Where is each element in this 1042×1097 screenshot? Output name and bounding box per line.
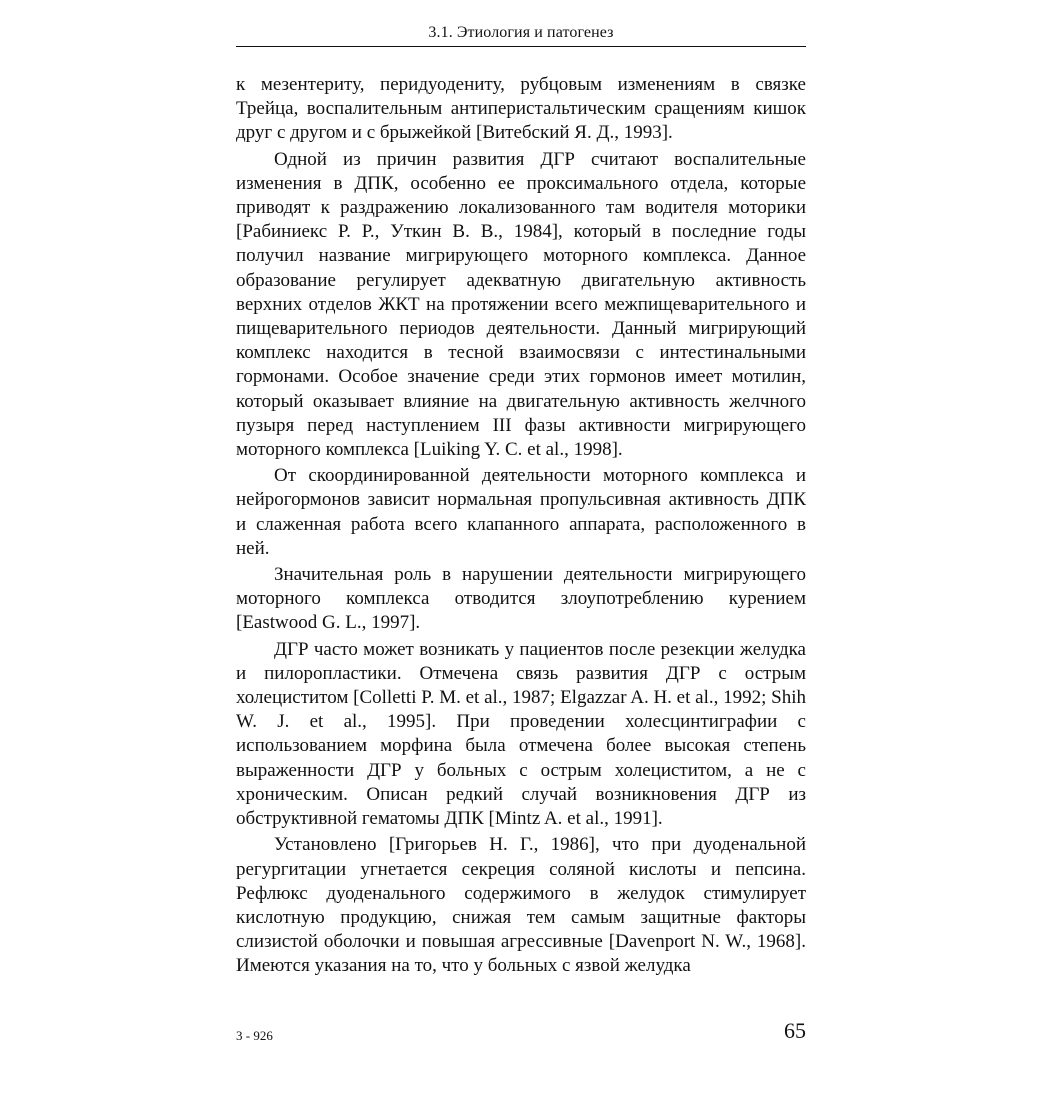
page-number: 65 — [784, 1018, 806, 1043]
printer-signature: 3 - 926 — [236, 1028, 273, 1043]
page-footer — [236, 1018, 806, 1048]
paragraph-4: Значительная роль в нарушении деятельности мигрирующего моторного комплекса отводится злоупотреблению курением [Eastwood G. L., 1997]. — [236, 564, 806, 634]
body-text — [236, 73, 806, 979]
paragraph-3: От скоординированной деятельности моторного комплекса и нейрогормонов зависит нормальная пропульсивная активность ДПК и слаженная работа всего клапанного аппарата, расположенного в ней. — [236, 465, 806, 559]
paragraph-5: ДГР часто может возникать у пациентов после резекции желудка и пилоропластики. Отмечена связь развития ДГР с острым холециститом [Colletti P. M. et al., 1987; Elgazzar A. H. et al., 1992; Shih W. J. et al., 1995]. При проведении холесцинтиграфии с использованием морфина была отмечена более высокая степень выраженности ДГР у больных с острым холециститом, а не с хроническим. Описан редкий случай возникновения ДГР из обструктивной гематомы ДПК [Mintz A. et al., 1991]. — [236, 638, 806, 830]
paragraph-6: Установлено [Григорьев Н. Г., 1986], что при дуоденальной регургитации угнетается секреция соляной кислоты и пепсина. Рефлюкс дуоденального содержимого в желудок стимулирует кислотную продукцию, снижая тем самым защитные факторы слизистой оболочки и повышая агрессивные [Davenport N. W., 1968]. Имеются указания на то, что у больных с язвой желудка — [236, 834, 806, 977]
book-page — [236, 22, 806, 1082]
paragraph-1: к мезентериту, перидуодениту, рубцовым изменениям в связке Трейца, воспалительным антиперистальтическим сращениям кишок друг с другом и с брыжейкой [Витебский Я. Д., 1993]. — [236, 74, 806, 144]
paragraph-2: Одной из причин развития ДГР считают воспалительные изменения в ДПК, особенно ее проксимального отдела, которые приводят к раздражению локализованного там водителя моторики [Рабиниекс Р. Р., Уткин В. В., 1984], который в последние годы получил название мигрирующего моторного комплекса. Данное образование регулирует адекватную двигательную активность верхних отделов ЖКТ на протяжении всего межпищеварительного и пищеварительного периодов деятельности. Данный мигрирующий комплекс находится в тесной взаимосвязи с интестинальными гормонами. Особое значение среди этих гормонов имеет мотилин, который оказывает влияние на двигательную активность желчного пузыря перед наступлением III фазы активности мигрирующего моторного комплекса [Luiking Y. C. et al., 1998]. — [236, 148, 806, 461]
running-header: 3.1. Этиология и патогенез — [236, 22, 806, 47]
